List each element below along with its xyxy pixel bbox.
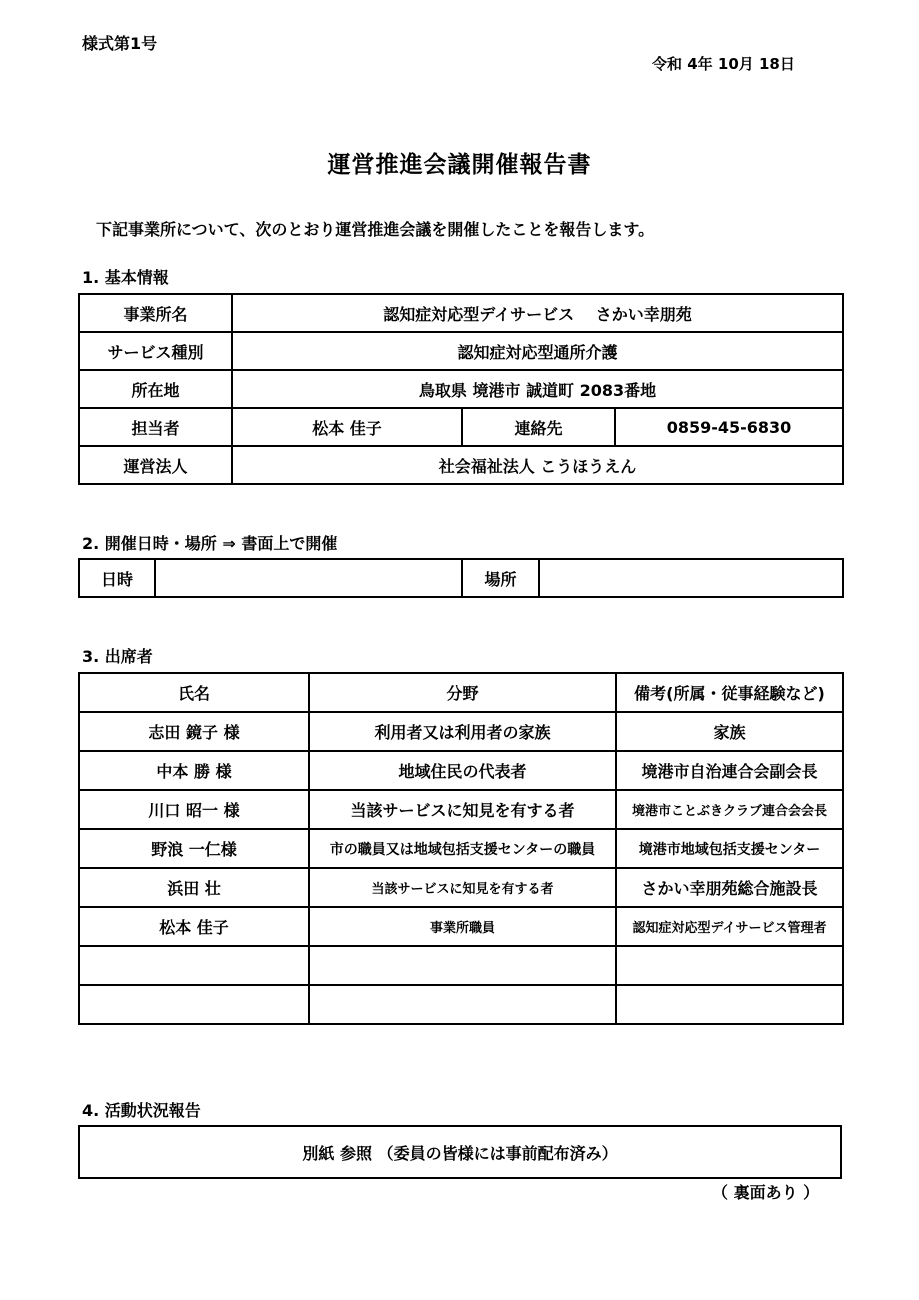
table-row: [79, 985, 843, 1024]
activity-report-content: 別紙 参照 （委員の皆様には事前配布済み）: [79, 1126, 841, 1178]
contact-value: 0859-45-6830: [615, 408, 843, 446]
table-row: [79, 446, 843, 484]
table-row: [79, 370, 843, 408]
table-row: [79, 946, 843, 985]
form-number: 様式第1号: [82, 34, 158, 53]
corp-value: 社会福祉法人 こうほうえん: [232, 446, 843, 484]
datetime-label: 日時: [79, 559, 155, 597]
section4-heading: 4. 活動状況報告: [82, 1101, 201, 1120]
table-row: [79, 790, 843, 829]
col-name-header: 氏名: [79, 673, 309, 712]
attendee-note: 境港市自治連合会副会長: [616, 751, 843, 790]
table-row: [79, 1126, 841, 1178]
place-value: [539, 559, 843, 597]
contact-label: 連絡先: [462, 408, 615, 446]
attendee-name: 野浪 一仁様: [79, 829, 309, 868]
attendee-name: 川口 昭一 様: [79, 790, 309, 829]
attendee-name: 中本 勝 様: [79, 751, 309, 790]
attendee-name: [79, 985, 309, 1024]
office-value: 認知症対応型デイサービス さかい幸朋苑: [232, 294, 843, 332]
person-value: 松本 佳子: [232, 408, 462, 446]
attendees-table: [78, 672, 844, 1025]
section2-heading: 2. 開催日時・場所 ⇒ 書面上で開催: [82, 534, 338, 553]
attendee-note: [616, 985, 843, 1024]
intro-text: 下記事業所について、次のとおり運営推進会議を開催したことを報告します。: [96, 220, 655, 239]
attendee-field: 事業所職員: [309, 907, 616, 946]
attendee-name: 浜田 壮: [79, 868, 309, 907]
attendee-field: 地域住民の代表者: [309, 751, 616, 790]
basic-info-table: [78, 293, 844, 485]
table-row: [79, 868, 843, 907]
table-row: [79, 907, 843, 946]
attendee-name: 志田 鏡子 様: [79, 712, 309, 751]
col-note-header: 備考(所属・従事経験など): [616, 673, 843, 712]
attendee-field: 利用者又は利用者の家族: [309, 712, 616, 751]
attendee-field: 市の職員又は地域包括支援センターの職員: [309, 829, 616, 868]
table-row: [79, 559, 843, 597]
attendee-note: 認知症対応型デイサービス管理者: [616, 907, 843, 946]
attendee-field: 当該サービスに知見を有する者: [309, 868, 616, 907]
table-row: [79, 294, 843, 332]
table-header-row: [79, 673, 843, 712]
table-row: [79, 712, 843, 751]
attendee-note: さかい幸朋苑総合施設長: [616, 868, 843, 907]
attendee-note: 家族: [616, 712, 843, 751]
corp-label: 運営法人: [79, 446, 232, 484]
table-row: [79, 751, 843, 790]
activity-report-table: [78, 1125, 842, 1179]
service-label: サービス種別: [79, 332, 232, 370]
section3-heading: 3. 出席者: [82, 647, 153, 666]
datetime-value: [155, 559, 462, 597]
attendee-field: 当該サービスに知見を有する者: [309, 790, 616, 829]
attendee-name: [79, 946, 309, 985]
back-page-note: （ 裏面あり ）: [712, 1183, 820, 1202]
table-row: [79, 829, 843, 868]
service-value: 認知症対応型通所介護: [232, 332, 843, 370]
meeting-info-table: [78, 558, 844, 598]
section1-heading: 1. 基本情報: [82, 268, 169, 287]
attendee-field: [309, 985, 616, 1024]
attendee-field: [309, 946, 616, 985]
location-label: 所在地: [79, 370, 232, 408]
location-value: 鳥取県 境港市 誠道町 2083番地: [232, 370, 843, 408]
attendee-name: 松本 佳子: [79, 907, 309, 946]
report-date: 令和 4年 10月 18日: [652, 55, 795, 73]
attendee-note: 境港市ことぶきクラブ連合会会長: [616, 790, 843, 829]
place-label: 場所: [462, 559, 539, 597]
table-row: [79, 408, 843, 446]
attendee-note: [616, 946, 843, 985]
person-label: 担当者: [79, 408, 232, 446]
table-row: [79, 332, 843, 370]
office-label: 事業所名: [79, 294, 232, 332]
attendee-note: 境港市地域包括支援センター: [616, 829, 843, 868]
col-field-header: 分野: [309, 673, 616, 712]
document-title: 運営推進会議開催報告書: [327, 152, 592, 178]
